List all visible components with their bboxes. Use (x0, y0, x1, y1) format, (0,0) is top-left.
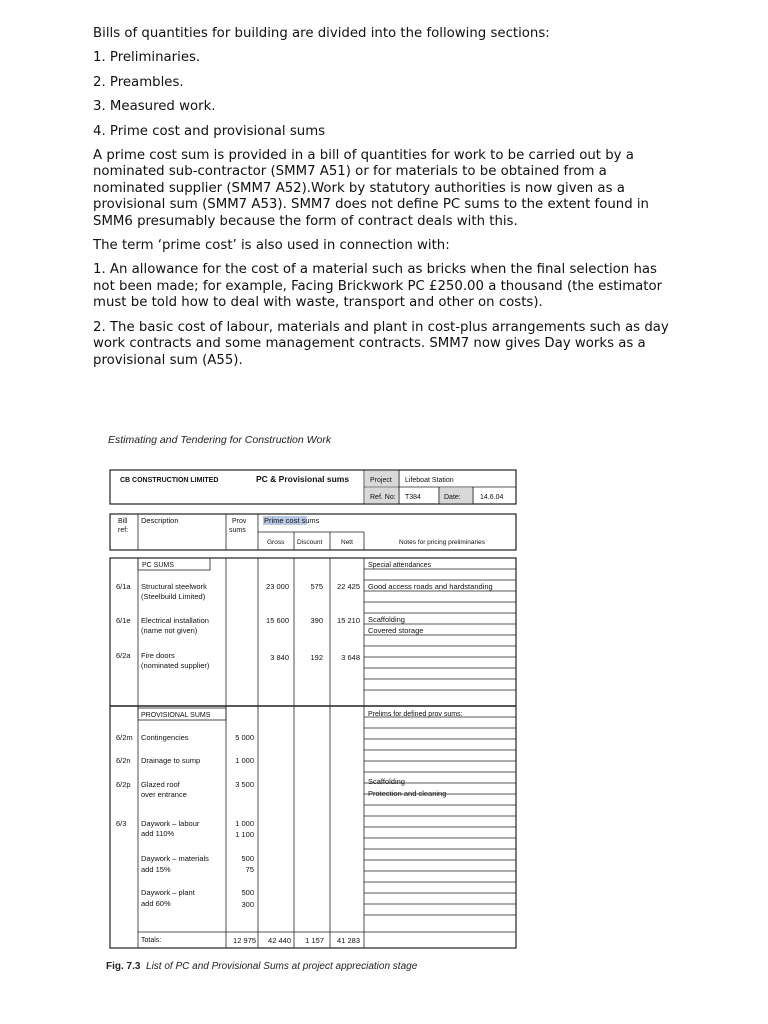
pc-discount: 390 (310, 616, 323, 625)
use-item: 1. An allowance for the cost of a material such as bricks when the final selection has not been made; for example, Facing Brickwork PC £250.00 a thousand (the estimator must be told how to deal with waste, transport and other on costs). (93, 262, 663, 311)
intro-paragraph: Bills of quantities for building are divided into the following sections: (93, 26, 550, 41)
header-prime-cost: Prime cost sums (264, 516, 320, 525)
pc-note: Scaffolding (368, 615, 405, 624)
prov-value: 1 000 (235, 819, 254, 828)
pc-ref: 6/1e (116, 616, 131, 625)
pc-discount: 192 (310, 653, 323, 662)
prov-desc: over entrance (141, 790, 187, 799)
header-ref: ref: (118, 527, 129, 534)
pc-gross: 23 000 (266, 582, 289, 591)
total-discount: 1 157 (305, 936, 324, 945)
pc-desc: Structural steelwork (141, 582, 207, 591)
prov-desc: add 60% (141, 899, 171, 908)
pc-ref: 6/2a (116, 651, 131, 660)
project-value: Lifeboat Station (405, 477, 454, 484)
total-gross: 42 440 (268, 936, 291, 945)
company-name: CB CONSTRUCTION LIMITED (120, 477, 219, 484)
section-item: 1. Preliminaries. (93, 50, 201, 66)
document-text (93, 26, 673, 377)
special-attendances: Special attendances (368, 562, 432, 569)
ref-label: Ref. No: (370, 494, 396, 501)
use-item: 2. The basic cost of labour, materials and plant in cost-plus arrangements such as day work contracts and some management contracts. SMM7 now gives Day works as a provisional sum (A55). (93, 319, 669, 368)
pc-section-label: PC SUMS (142, 562, 174, 569)
term-paragraph: The term ‘prime cost’ is also used in connection with: (93, 238, 450, 254)
prov-desc: Daywork – labour (141, 819, 200, 828)
prelims-label: Prelims for defined prov sums: (368, 711, 463, 718)
pc-note: Good access roads and hardstanding (368, 582, 493, 591)
section-item: 3. Measured work. (93, 99, 216, 115)
date-value: 14.6.04 (480, 494, 504, 501)
header-description: Description (141, 516, 179, 525)
prov-value: 300 (241, 900, 254, 909)
header-notes: Notes for pricing preliminaries (399, 539, 485, 546)
prov-value: 1 100 (235, 830, 254, 839)
form-title: PC & Provisional sums (256, 474, 350, 484)
caption-text: List of PC and Provisional Sums at project appreciation stage (146, 961, 418, 972)
date-label: Date: (444, 494, 461, 501)
prov-value: 75 (245, 865, 254, 874)
prov-section-label: PROVISIONAL SUMS (141, 712, 211, 719)
figure-7-3 (108, 432, 520, 980)
ref-value: T384 (405, 494, 421, 501)
caption-number: Fig. 7.3 (106, 961, 141, 972)
pc-desc: Fire doors (141, 651, 175, 660)
prov-desc: add 15% (141, 865, 171, 874)
prov-desc: add 110% (141, 829, 175, 838)
pc-ref: 6/1a (116, 582, 131, 591)
total-nett: 41 283 (337, 936, 360, 945)
total-prov: 12 975 (233, 936, 256, 945)
prov-value: 3 500 (235, 780, 254, 789)
pc-note: Covered storage (368, 626, 424, 635)
prov-desc: Glazed roof (141, 780, 180, 789)
pc-desc: (Steelbuild Limited) (141, 592, 206, 601)
book-title: Estimating and Tendering for Construction Work (108, 434, 332, 446)
prov-note: Protection and cleaning (368, 789, 447, 798)
prov-ref: 6/2n (116, 756, 131, 765)
prov-desc: Daywork – plant (141, 888, 195, 897)
pc-gross: 15 600 (266, 616, 289, 625)
pc-gross: 3 840 (270, 653, 289, 662)
prov-value: 1 000 (235, 756, 254, 765)
figure-caption (106, 961, 417, 972)
pc-nett: 3 648 (341, 653, 360, 662)
pc-nett: 22 425 (337, 582, 360, 591)
pc-desc: Electrical installation (141, 616, 209, 625)
pc-desc: (nominated supplier) (141, 661, 210, 670)
prov-ref: 6/3 (116, 819, 127, 828)
prov-desc: Daywork – materials (141, 854, 209, 863)
prov-value: 500 (241, 888, 254, 897)
header-gross: Gross (267, 539, 285, 546)
header-prov: Prov (232, 518, 247, 525)
pc-nett: 15 210 (337, 616, 360, 625)
section-item: 4. Prime cost and provisional sums (93, 123, 326, 139)
prov-note: Scaffolding (368, 777, 405, 786)
prov-desc: Contingencies (141, 733, 189, 742)
section-item: 2. Preambles. (93, 74, 184, 90)
pc-desc: (name not given) (141, 626, 198, 635)
prov-value: 500 (241, 854, 254, 863)
header-nett: Nett (341, 539, 353, 546)
header-sums: sums (229, 527, 246, 534)
header-discount: Discount (297, 539, 323, 546)
prov-value: 5 000 (235, 733, 254, 742)
pc-provisional-sums-form (108, 432, 520, 960)
prime-cost-paragraph: A prime cost sum is provided in a bill of quantities for work to be carried out by a nominated sub-contractor (SMM7 A51) or for materials to be obtained from a nominated supplier (SMM7 A52).Work by statutory authorities is now given as a provisional sum (SMM7 A53). SMM7 does not define PC sums to the extent found in SMM6 presumably because the form of contract deals with this. (93, 148, 649, 229)
pc-discount: 575 (310, 582, 323, 591)
header-bill: Bill (118, 518, 128, 525)
prov-ref: 6/2m (116, 733, 133, 742)
prov-desc: Drainage to sump (141, 756, 201, 765)
prov-ref: 6/2p (116, 780, 131, 789)
project-label: Project (370, 477, 392, 484)
totals-label: Totals: (141, 937, 162, 944)
